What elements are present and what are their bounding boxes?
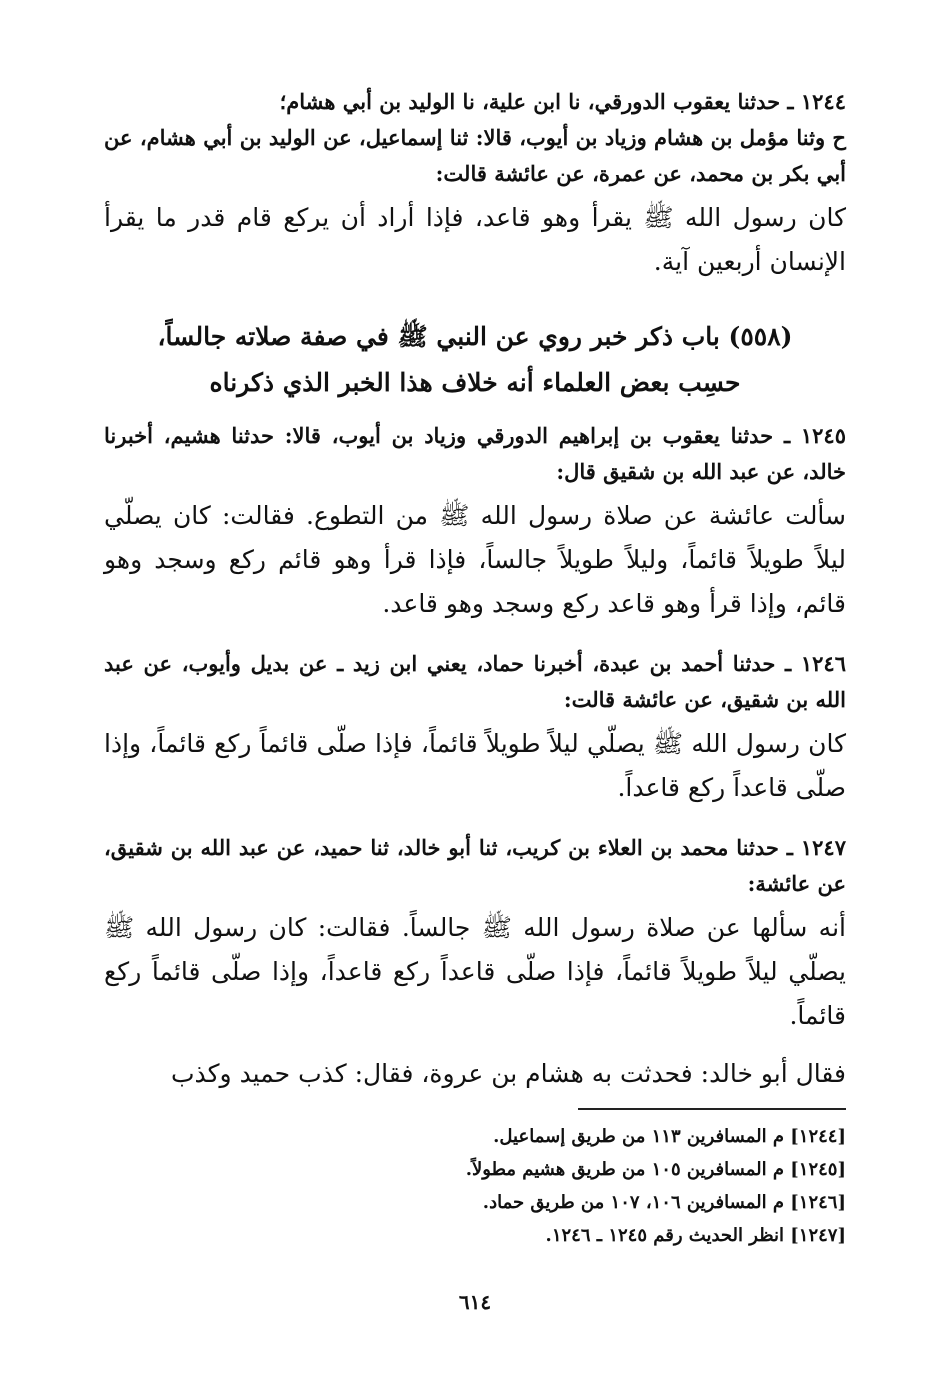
hadith-1245-matn: سألت عائشة عن صلاة رسول الله ﷺ من التطوع. فقالت: كان يصلّي ليلاً طويلاً قائماً، وليلاً طويلاً جالساً، فإذا قرأ وهو قائم ركع وسجد وهو قائم، وإذا قرأ وهو قاعد ركع وسجد وهو قاعد. (104, 501, 846, 618)
hadith-1244-isnad-1: ١٢٤٤ ـ حدثنا يعقوب الدورقي، نا ابن علية، نا الوليد بن أبي هشام؛ (279, 89, 846, 114)
hadith-1246-matn: كان رسول الله ﷺ يصلّي ليلاً طويلاً قائماً، فإذا صلّى قائماً ركع قائماً، وإذا صلّى قاعداً ركع قاعداً. (104, 729, 846, 802)
hadith-1246-isnad: ١٢٤٦ ـ حدثنا أحمد بن عبدة، أخبرنا حماد، يعني ابن زيد ـ عن بديل وأيوب، عن عبد الله بن شقيق، عن عائشة قالت: (104, 651, 846, 712)
hadith-1247-isnad: ١٢٤٧ ـ حدثنا محمد بن العلاء بن كريب، ثنا أبو خالد، ثنا حميد، عن عبد الله بن شقيق، عن عائشة: (104, 835, 846, 896)
hadith-1247-continuation: فقال أبو خالد: فحدثت به هشام بن عروة، فقال: كذب حميد وكذب (170, 1059, 846, 1088)
footnote-1245: [١٢٤٥] م المسافرين ١٠٥ من طريق هشيم مطولاً. (465, 1159, 846, 1180)
footnote-1244: [١٢٤٤] م المسافرين ١١٣ من طريق إسماعيل. (493, 1126, 846, 1147)
hadith-1244-matn: كان رسول الله ﷺ يقرأ وهو قاعد، فإذا أراد أن يركع قام قدر ما يقرأ الإنسان أربعين آية. (104, 203, 846, 276)
footnotes (104, 1120, 846, 1252)
hadith-1247-matn: أنه سألها عن صلاة رسول الله ﷺ جالساً. فقالت: كان رسول الله ﷺ يصلّي ليلاً طويلاً قائماً، فإذا صلّى قاعداً ركع قاعداً، وإذا صلّى قائماً ركع قائماً. (104, 913, 846, 1030)
chapter-heading (104, 314, 846, 406)
page-number: ٦١٤ (458, 1290, 492, 1314)
hadith-1245-isnad: ١٢٤٥ ـ حدثنا يعقوب بن إبراهيم الدورقي وزياد بن أيوب، قالا: حدثنا هشيم، أخبرنا خالد، عن عبد الله بن شقيق قال: (104, 423, 846, 484)
footnote-divider (578, 1108, 846, 1110)
chapter-heading-line-2: حسِب بعض العلماء أنه خلاف هذا الخبر الذي ذكرناه (209, 368, 741, 397)
footnote-1246: [١٢٤٦] م المسافرين ١٠٦، ١٠٧ من طريق حماد. (482, 1192, 846, 1213)
hadith-1244-isnad-2: ح وثنا مؤمل بن هشام وزياد بن أيوب، قالا: ثنا إسماعيل، عن الوليد بن أبي هشام، عن أبي بكر بن محمد، عن عمرة، عن عائشة قالت: (104, 125, 846, 186)
chapter-heading-line-1: (٥٥٨) باب ذكر خبر روي عن النبي ﷺ في صفة صلاته جالساً، (157, 322, 793, 351)
footnote-1247: [١٢٤٧] انظر الحديث رقم ١٢٤٥ ـ ١٢٤٦. (545, 1225, 846, 1246)
